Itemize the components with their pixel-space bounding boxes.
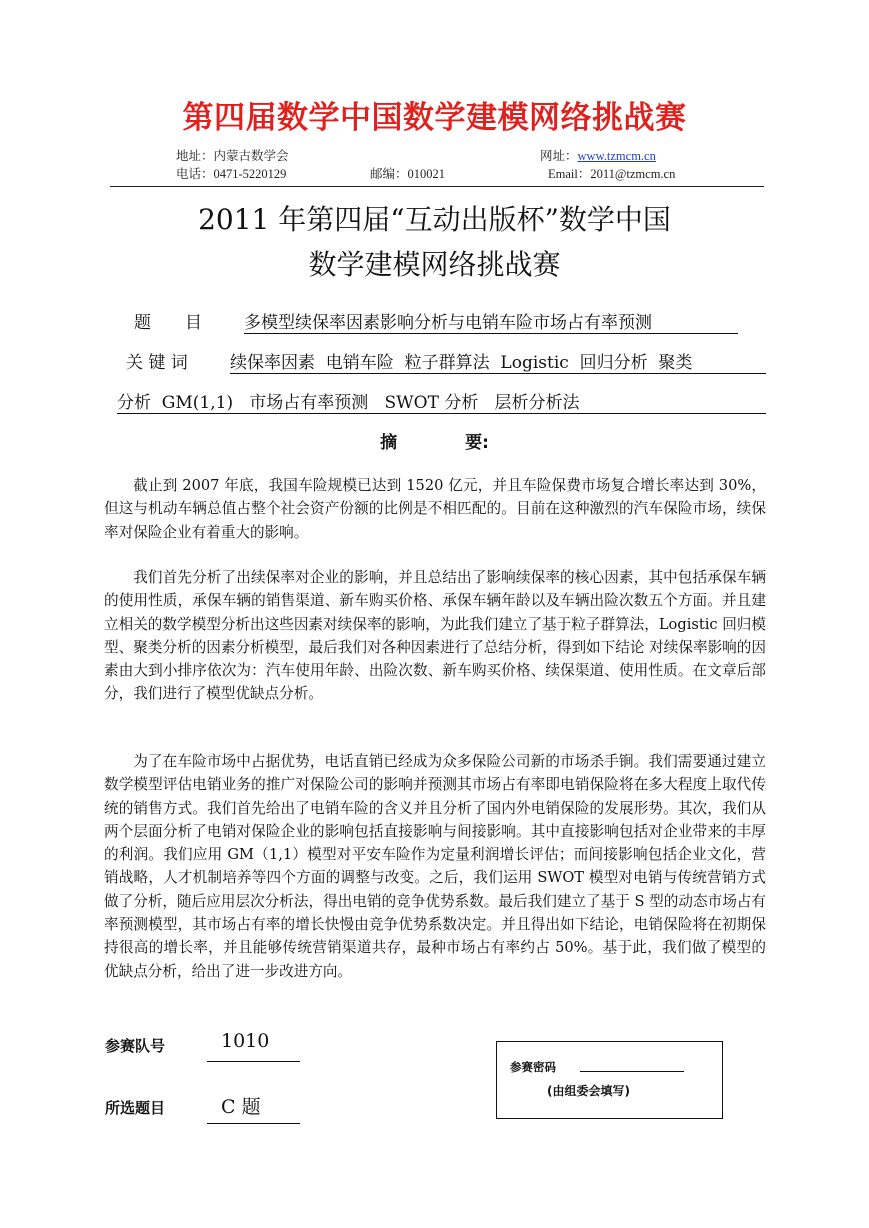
topic-value: 多模型续保率因素影响分析与电销车险市场占有率预测 (244, 308, 738, 334)
problem-value: C 题 (207, 1092, 300, 1124)
code-box (496, 1041, 723, 1119)
website-line (540, 146, 656, 164)
paragraph-text: 截止到 2007 年底，我国车险规模已达到 1520 亿元，并且车险保费市场复合增长率达到 30%，但这与机动车辆总值占整个社会资产份额的比例是不相匹配的。目前在这种激烈的汽车保险市场，续保率对保险企业有着重大的影响。 (104, 477, 766, 541)
code-label: 参赛密码 (510, 1060, 556, 1074)
abstract-paragraph-1 (104, 474, 766, 544)
header-rule (110, 186, 764, 187)
keywords-line2: 分析 GM(1,1) 市场占有率预测 SWOT 分析 层析分析法 (117, 388, 766, 414)
main-title-line2: 数学建模网络挑战赛 (308, 248, 561, 281)
keywords-label: 关 键 词 (126, 353, 188, 373)
abstract-paragraph-2 (104, 566, 766, 706)
email-text: Email：2011@tzmcm.cn (548, 167, 676, 181)
team-number-value: 1010 (207, 1030, 300, 1062)
keywords-line1: 续保率因素 电销车险 粒子群算法 Logistic 回归分析 聚类 (230, 348, 766, 374)
abstract-paragraph-3 (104, 750, 766, 983)
postcode-text: 邮编：010021 (370, 167, 446, 181)
code-field-line (580, 1071, 684, 1072)
paragraph-text: 我们首先分析了出续保率对企业的影响，并且总结出了影响续保率的核心因素，其中包括承保车辆的使用性质，承保车辆的销售渠道、新车购买价格、承保车辆年龄以及车辆出险次数五个方面。并且建立相关的数学模型分析出这些因素对续保率的影响，为此我们建立了基于粒子群算法，Logistic 回归模型、聚类分析的因素分析模型，最后我们对各种因素进行了总结分析，得到如下结论 对续保率影响的因素由大到小排序依次为：汽车使用年龄、出险次数、新车购买价格、续保渠道、使用性质。在文章后部分，我们进行了模型优缺点分析。 (104, 569, 766, 703)
abstract-heading: 摘 要: (380, 433, 489, 453)
topic-label: 题 目 (134, 313, 202, 333)
address-text: 地址：内蒙古数学会 (176, 149, 289, 163)
team-number-label: 参赛队号 (105, 1037, 166, 1055)
code-note: (由组委会填写) (547, 1084, 630, 1098)
contest-title: 第四届数学中国数学建模网络挑战赛 (182, 100, 687, 136)
website-label: 网址： (540, 149, 578, 163)
website-link[interactable]: www.tzmcm.cn (577, 149, 656, 163)
paragraph-text: 为了在车险市场中占据优势，电话直销已经成为众多保险公司新的市场杀手锏。我们需要通过建立数学模型评估电销业务的推广对保险公司的影响并预测其市场占有率即电销保险将在多大程度上取代传统的销售方式。我们首先给出了电销车险的含义并且分析了国内外电销保险的发展形势。其次，我们从两个层面分析了电销对保险企业的影响包括直接影响与间接影响。其中直接影响包括对企业带来的丰厚的利润。我们应用 GM（1,1）模型对平安车险作为定量利润增长评估；而间接影响包括企业文化，营销战略，人才机制培养等四个方面的调整与改变。之后，我们运用 SWOT 模型对电销与传统营销方式做了分析，随后应用层次分析法，得出电销的竞争优势系数。最后我们建立了基于 S 型的动态市场占有率预测模型，其市场占有率的增长快慢由竞争优势系数决定。并且得出如下结论，电销保险将在初期保持很高的增长率，并且能够传统营销渠道共存，最种市场占有率约占 50%。基于此，我们做了模型的优缺点分析，给出了进一步改进方向。 (104, 753, 766, 980)
phone-text: 电话：0471-5220129 (176, 167, 287, 181)
problem-label: 所选题目 (105, 1099, 166, 1117)
main-title-line1: 2011 年第四届“互动出版杯”数学中国 (198, 203, 671, 236)
